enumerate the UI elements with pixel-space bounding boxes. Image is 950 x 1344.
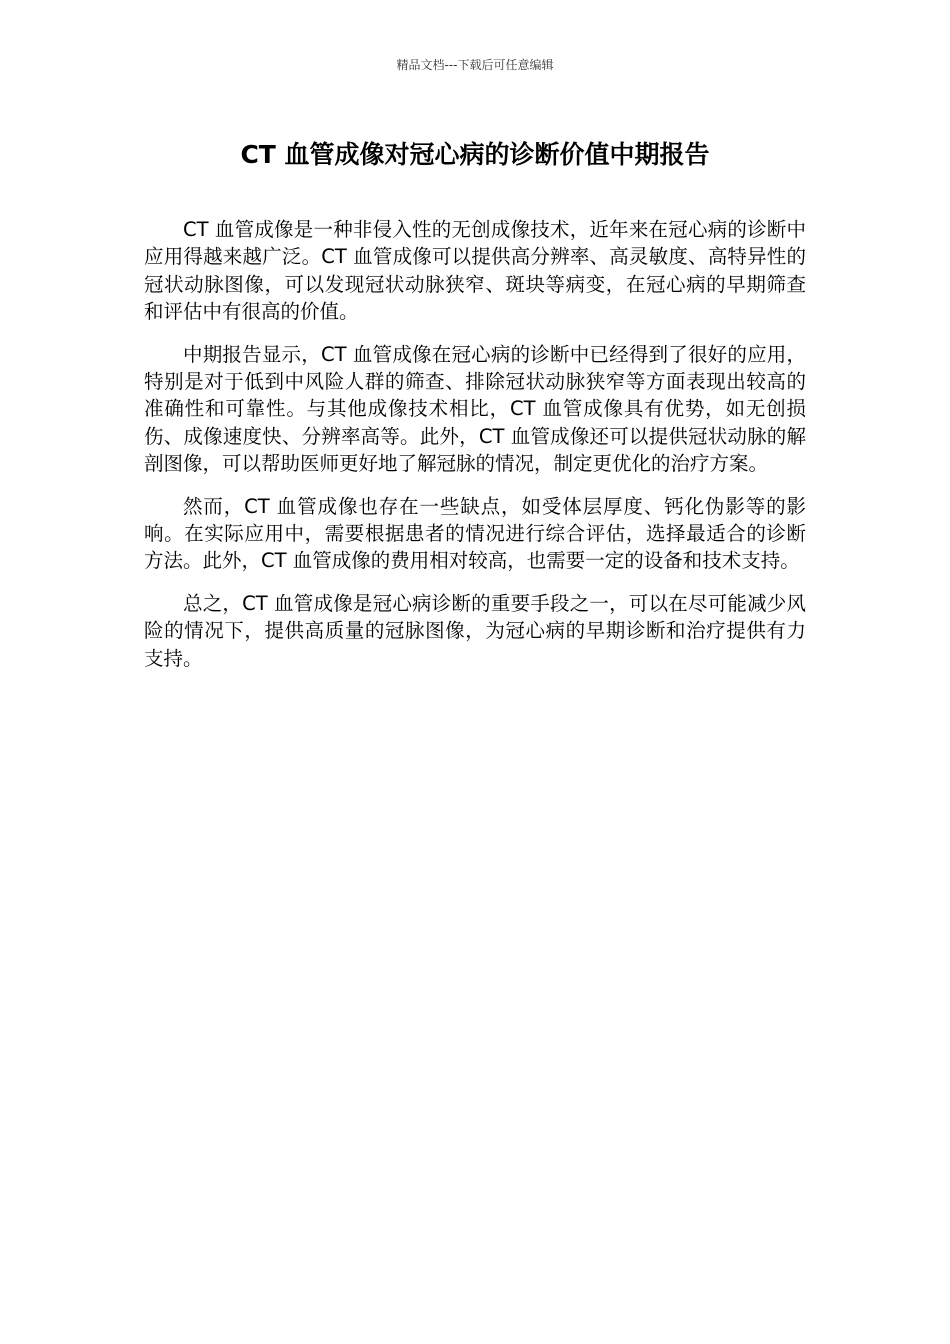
- document-body: [144, 216, 806, 687]
- paragraph-4: 总之，CT 血管成像是冠心病诊断的重要手段之一，可以在尽可能减少风险的情况下，提供高质量的冠脉图像，为冠心病的早期诊断和治疗提供有力支持。: [144, 591, 806, 670]
- paragraph-2: 中期报告显示，CT 血管成像在冠心病的诊断中已经得到了很好的应用，特别是对于低到中风险人群的筛查、排除冠状动脉狭窄等方面表现出较高的准确性和可靠性。与其他成像技术相比，CT 血管成像具有优势，如无创损伤、成像速度快、分辨率高等。此外，CT 血管成像还可以提供冠状动脉的解剖图像，可以帮助医师更好地了解冠脉的情况，制定更优化的治疗方案。: [144, 342, 806, 476]
- document-title: CT 血管成像对冠心病的诊断价值中期报告: [240, 140, 710, 169]
- paragraph-3: 然而，CT 血管成像也存在一些缺点，如受体层厚度、钙化伪影等的影响。在实际应用中，需要根据患者的情况进行综合评估，选择最适合的诊断方法。此外，CT 血管成像的费用相对较高，也需要一定的设备和技术支持。: [144, 494, 806, 573]
- header-note: 精品文档---下载后可任意编辑: [396, 58, 554, 72]
- paragraph-1: CT 血管成像是一种非侵入性的无创成像技术，近年来在冠心病的诊断中应用得越来越广泛。CT 血管成像可以提供高分辨率、高灵敏度、高特异性的冠状动脉图像，可以发现冠状动脉狭窄、斑块等病变，在冠心病的早期筛查和评估中有很高的价值。: [144, 218, 806, 324]
